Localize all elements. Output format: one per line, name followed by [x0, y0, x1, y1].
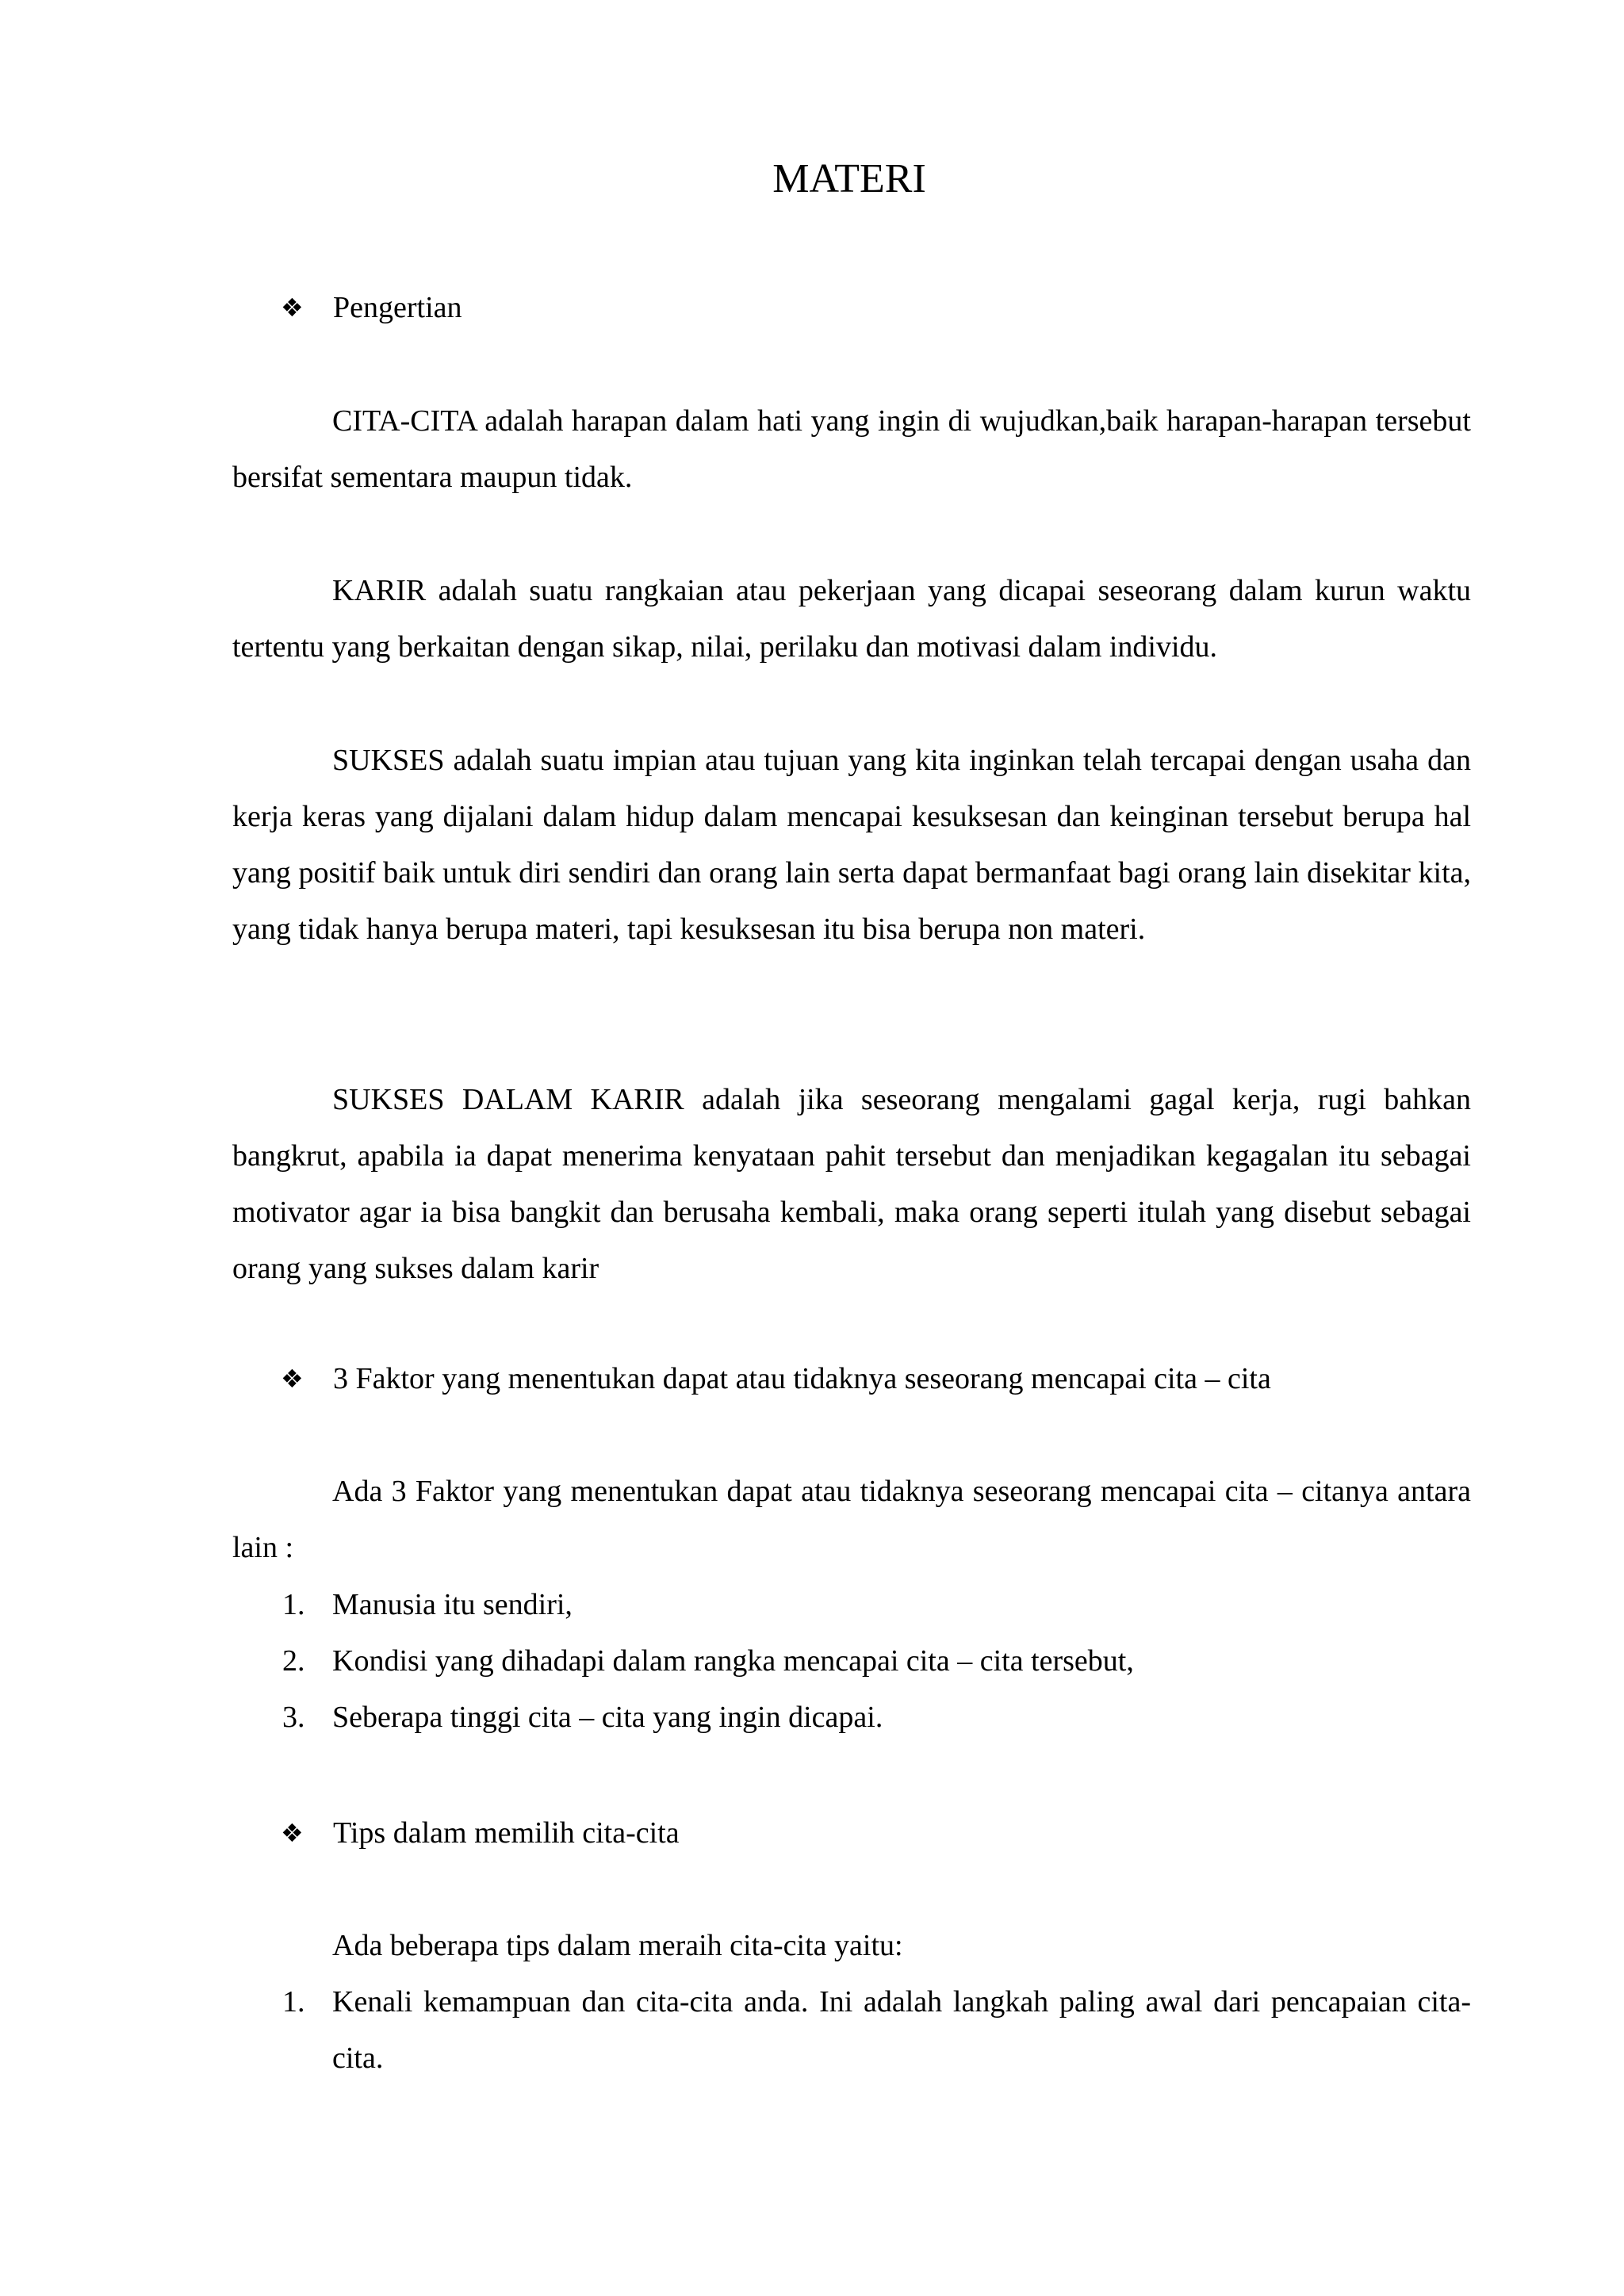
list-item: [282, 1689, 1471, 1746]
paragraph-karir: KARIR adalah suatu rangkaian atau pekerjaan yang dicapai seseorang dalam kurun waktu tertentu yang berkaitan dengan sikap, nilai, perilaku dan motivasi dalam individu.: [232, 574, 1471, 664]
list-item-number: 1.: [282, 1985, 305, 2019]
list-item: [282, 1974, 1471, 2087]
list-item-number: 3.: [282, 1701, 305, 1734]
paragraph-sukses-dalam-karir: SUKSES DALAM KARIR adalah jika seseorang mengalami gagal kerja, rugi bahkan bangkrut, apabila ia dapat menerima kenyataan pahit tersebut dan menjadikan kegagalan itu sebagai motivator agar ia bisa bangkit dan berusaha kembali, maka orang seperti itulah yang disebut sebagai orang yang sukses dalam karir: [232, 1083, 1471, 1285]
list-item-text: Kondisi yang dihadapi dalam rangka mencapai cita – cita tersebut,: [332, 1644, 1134, 1678]
list-item: [282, 1577, 1471, 1633]
list-item-number: 1.: [282, 1588, 305, 1621]
faktor-list: [282, 1577, 1471, 1746]
list-item-number: 2.: [282, 1644, 305, 1678]
diamond-bullet-icon: ❖: [281, 1364, 304, 1394]
diamond-bullet-icon: ❖: [281, 293, 304, 323]
diamond-bullet-icon: ❖: [281, 1818, 304, 1848]
paragraph-tips-intro: Ada beberapa tips dalam meraih cita-cita yaitu:: [332, 1929, 903, 1962]
list-item-text: Seberapa tinggi cita – cita yang ingin dicapai.: [332, 1701, 883, 1734]
section-heading-label: 3 Faktor yang menentukan dapat atau tidaknya seseorang mencapai cita – cita: [333, 1362, 1271, 1395]
section-heading-label: Pengertian: [333, 291, 462, 324]
tips-list: [282, 1974, 1471, 2087]
paragraph-faktor-intro: Ada 3 Faktor yang menentukan dapat atau tidaknya seseorang mencapai cita – citanya antara lain :: [232, 1475, 1471, 1564]
section-heading-label: Tips dalam memilih cita-cita: [333, 1816, 680, 1850]
paragraph-sukses: SUKSES adalah suatu impian atau tujuan yang kita inginkan telah tercapai dengan usaha dan kerja keras yang dijalani dalam hidup dalam mencapai kesuksesan dan keinginan tersebut berupa hal yang positif baik untuk diri sendiri dan orang lain serta dapat bermanfaat bagi orang lain disekitar kita, yang tidak hanya berupa materi, tapi kesuksesan itu bisa berupa non materi.: [232, 744, 1471, 946]
list-item: [282, 1633, 1471, 1689]
paragraph-cita-cita: CITA-CITA adalah harapan dalam hati yang ingin di wujudkan,baik harapan-harapan tersebut bersifat sementara maupun tidak.: [232, 404, 1471, 494]
list-item-text: Manusia itu sendiri,: [332, 1588, 573, 1621]
page-title: MATERI: [772, 156, 926, 201]
list-item-text: Kenali kemampuan dan cita-cita anda. Ini adalah langkah paling awal dari pencapaian cita-cita.: [332, 1985, 1471, 2075]
